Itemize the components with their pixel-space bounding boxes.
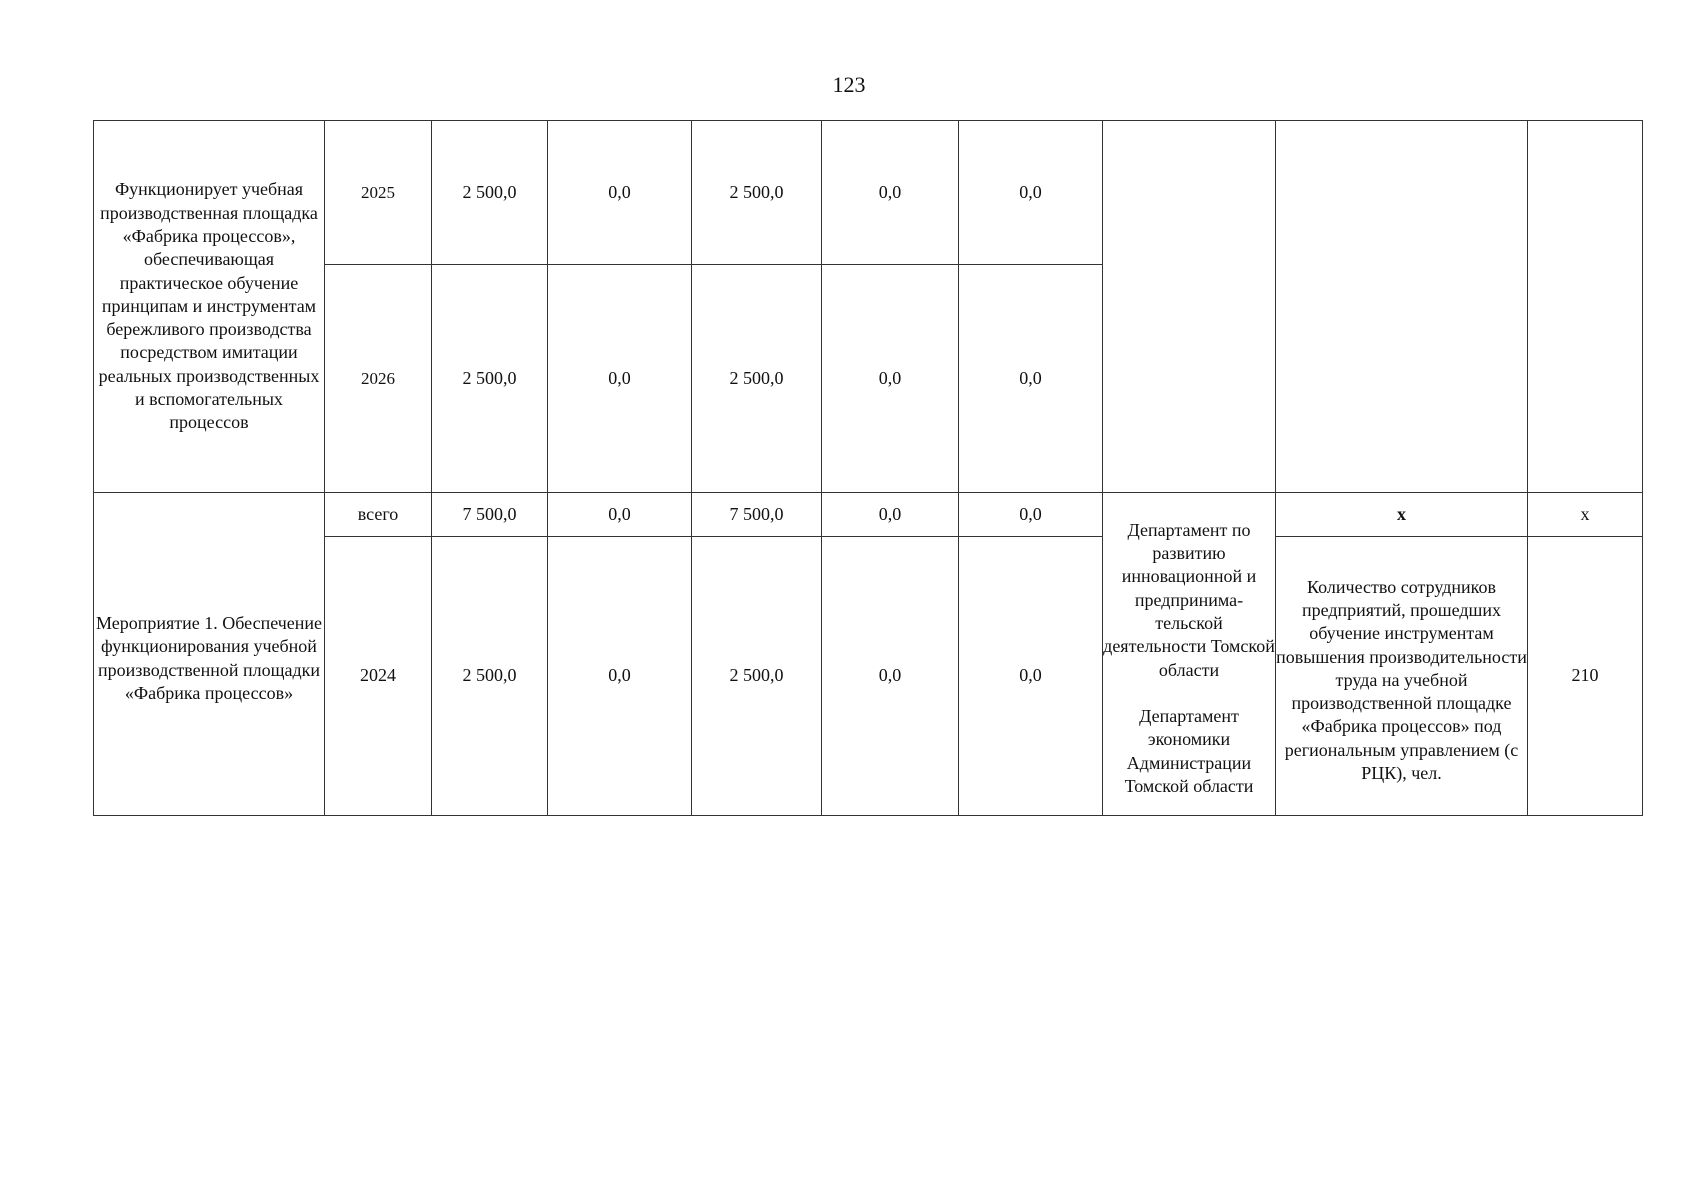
amount-total-cell: 2 500,0 bbox=[432, 537, 548, 816]
amount-cell: 2 500,0 bbox=[692, 265, 822, 493]
indicator-x-cell: x bbox=[1276, 493, 1528, 537]
result-description: Функционирует учебная производственная площадка «Фабрика процессов», обеспечивающая практическое обучение принципам и инструментам бережливого производства посредством имитации реальных производственных и вспомогательных процессов bbox=[94, 121, 325, 493]
responsible-cell bbox=[1103, 493, 1276, 816]
amount-cell: 0,0 bbox=[822, 265, 959, 493]
table-row bbox=[94, 493, 1643, 537]
responsible-cell-empty bbox=[1103, 121, 1276, 493]
year-cell: 2024 bbox=[325, 537, 432, 816]
amount-total-cell: 2 500,0 bbox=[432, 265, 548, 493]
indicator-value-cell-empty bbox=[1528, 121, 1643, 493]
amount-cell: 0,0 bbox=[959, 493, 1103, 537]
page-number: 123 bbox=[832, 72, 866, 97]
amount-cell: 0,0 bbox=[548, 493, 692, 537]
amount-cell: 7 500,0 bbox=[692, 493, 822, 537]
amount-cell: 2 500,0 bbox=[692, 537, 822, 816]
indicator-value-x-cell: x bbox=[1528, 493, 1643, 537]
year-cell: 2025 bbox=[325, 121, 432, 265]
amount-cell: 0,0 bbox=[959, 265, 1103, 493]
event-description: Мероприятие 1. Обеспечение функционирования учебной производственной площадки «Фабрика процессов» bbox=[94, 493, 325, 816]
amount-total-cell: 2 500,0 bbox=[432, 121, 548, 265]
amount-cell: 2 500,0 bbox=[692, 121, 822, 265]
amount-cell: 0,0 bbox=[822, 493, 959, 537]
amount-cell: 0,0 bbox=[548, 265, 692, 493]
amount-cell: 0,0 bbox=[548, 121, 692, 265]
amount-total-cell: 7 500,0 bbox=[432, 493, 548, 537]
budget-table bbox=[93, 120, 1643, 816]
year-cell: 2026 bbox=[325, 265, 432, 493]
responsible-spacer bbox=[1103, 682, 1275, 705]
responsible-department-1: Департамент по развитию инновационной и предпринима-тельской деятельности Томской области bbox=[1103, 519, 1275, 680]
total-label-cell: всего bbox=[325, 493, 432, 537]
table-row bbox=[94, 537, 1643, 816]
indicator-cell-empty bbox=[1276, 121, 1528, 493]
indicator-value-cell: 210 bbox=[1528, 537, 1643, 816]
amount-cell: 0,0 bbox=[822, 537, 959, 816]
amount-cell: 0,0 bbox=[959, 121, 1103, 265]
amount-cell: 0,0 bbox=[548, 537, 692, 816]
table-row bbox=[94, 121, 1643, 265]
responsible-department-2: Департамент экономики Администрации Томской области bbox=[1124, 705, 1254, 796]
amount-cell: 0,0 bbox=[959, 537, 1103, 816]
amount-cell: 0,0 bbox=[822, 121, 959, 265]
indicator-name-cell: Количество сотрудников предприятий, прошедших обучение инструментам повышения производительности труда на учебной производственной площадке «Фабрика процессов» под региональным управлением (с РЦК), чел. bbox=[1276, 537, 1528, 816]
